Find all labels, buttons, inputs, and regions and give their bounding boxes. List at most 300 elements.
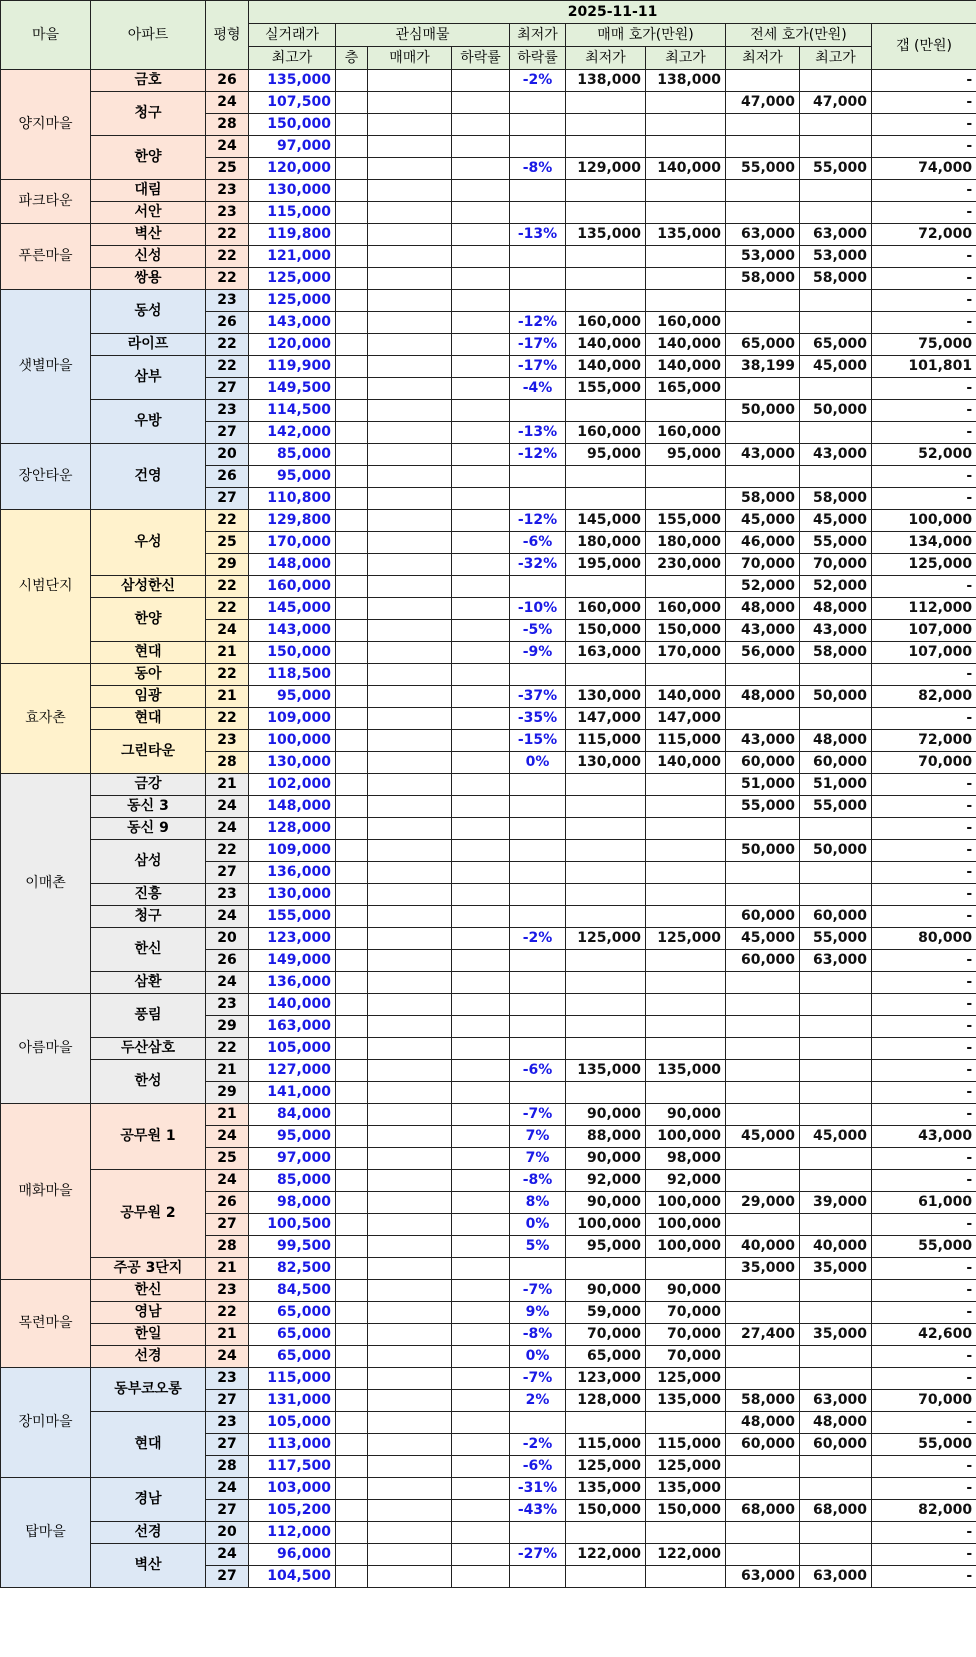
apartment-cell: 동신 9 [91,818,206,840]
interest-price-cell [368,1016,452,1038]
apartment-cell: 영남 [91,1302,206,1324]
low-drop-cell [510,1082,566,1104]
sale-min-cell: 92,000 [566,1170,646,1192]
gap-cell: - [872,136,976,158]
sale-min-cell [566,950,646,972]
sale-min-cell: 90,000 [566,1280,646,1302]
size-cell: 26 [206,70,249,92]
interest-drop-cell [452,224,510,246]
jeonse-max-cell: 52,000 [800,576,872,598]
table-row [1,1478,976,1500]
sale-max-cell [646,488,726,510]
size-cell: 24 [206,1544,249,1566]
jeonse-min-cell: 46,000 [726,532,800,554]
jeonse-max-cell: 60,000 [800,906,872,928]
low-drop-cell: 0% [510,752,566,774]
interest-drop-cell [452,1346,510,1368]
apartment-cell: 쌍용 [91,268,206,290]
table-row [1,1302,976,1324]
interest-price-cell [368,532,452,554]
sale-max-cell: 70,000 [646,1346,726,1368]
header-size: 평형 [206,1,249,70]
interest-floor-cell [336,334,368,356]
real-trade-high-cell: 99,500 [249,1236,336,1258]
jeonse-min-cell: 65,000 [726,334,800,356]
interest-price-cell [368,400,452,422]
jeonse-max-cell: 45,000 [800,510,872,532]
interest-price-cell [368,180,452,202]
low-drop-cell [510,994,566,1016]
real-trade-high-cell: 119,900 [249,356,336,378]
jeonse-min-cell: 68,000 [726,1500,800,1522]
sale-max-cell: 98,000 [646,1148,726,1170]
interest-floor-cell [336,422,368,444]
table-row [1,510,976,532]
low-drop-cell [510,576,566,598]
interest-floor-cell [336,114,368,136]
header-jeonse-max: 최고가 [800,47,872,70]
real-trade-high-cell: 107,500 [249,92,336,114]
size-cell: 24 [206,92,249,114]
low-drop-cell [510,884,566,906]
gap-cell: - [872,466,976,488]
sale-min-cell [566,1566,646,1588]
size-cell: 22 [206,246,249,268]
jeonse-max-cell: 48,000 [800,730,872,752]
table-row [1,202,976,224]
sale-max-cell [646,1016,726,1038]
jeonse-max-cell [800,1016,872,1038]
jeonse-min-cell: 60,000 [726,1434,800,1456]
size-cell: 28 [206,1456,249,1478]
gap-cell: 112,000 [872,598,976,620]
real-trade-high-cell: 114,500 [249,400,336,422]
sale-max-cell [646,136,726,158]
low-drop-cell [510,1258,566,1280]
sale-max-cell [646,92,726,114]
interest-drop-cell [452,1104,510,1126]
sale-max-cell: 92,000 [646,1170,726,1192]
village-cell: 장미마을 [1,1368,91,1478]
real-trade-high-cell: 130,000 [249,180,336,202]
jeonse-max-cell [800,312,872,334]
interest-floor-cell [336,356,368,378]
real-trade-high-cell: 128,000 [249,818,336,840]
sale-max-cell [646,1566,726,1588]
gap-cell: - [872,906,976,928]
interest-drop-cell [452,752,510,774]
sale-min-cell: 115,000 [566,730,646,752]
jeonse-max-cell: 35,000 [800,1324,872,1346]
sale-max-cell [646,466,726,488]
sale-max-cell: 150,000 [646,1500,726,1522]
real-trade-high-cell: 150,000 [249,642,336,664]
jeonse-max-cell: 50,000 [800,400,872,422]
gap-cell: 134,000 [872,532,976,554]
jeonse-min-cell [726,1522,800,1544]
sale-max-cell: 170,000 [646,642,726,664]
gap-cell: - [872,1038,976,1060]
sale-min-cell: 88,000 [566,1126,646,1148]
gap-cell: - [872,862,976,884]
interest-price-cell [368,686,452,708]
interest-floor-cell [336,576,368,598]
gap-cell: - [872,1082,976,1104]
gap-cell: 72,000 [872,730,976,752]
low-drop-cell [510,92,566,114]
real-trade-high-cell: 141,000 [249,1082,336,1104]
low-drop-cell: -35% [510,708,566,730]
interest-drop-cell [452,1566,510,1588]
sale-min-cell [566,1038,646,1060]
low-drop-cell [510,180,566,202]
interest-drop-cell [452,1060,510,1082]
interest-floor-cell [336,620,368,642]
interest-floor-cell [336,1500,368,1522]
table-row [1,994,976,1016]
real-trade-high-cell: 84,000 [249,1104,336,1126]
jeonse-max-cell [800,202,872,224]
village-cell: 매화마을 [1,1104,91,1280]
real-trade-high-cell: 105,000 [249,1412,336,1434]
interest-drop-cell [452,114,510,136]
table-row [1,576,976,598]
table-row [1,290,976,312]
interest-floor-cell [336,928,368,950]
size-cell: 22 [206,356,249,378]
sale-max-cell [646,1082,726,1104]
sale-max-cell: 230,000 [646,554,726,576]
sale-min-cell: 180,000 [566,532,646,554]
jeonse-min-cell [726,818,800,840]
interest-floor-cell [336,532,368,554]
interest-price-cell [368,1104,452,1126]
sale-min-cell [566,202,646,224]
sale-min-cell [566,1016,646,1038]
sale-min-cell [566,818,646,840]
low-drop-cell: -7% [510,1280,566,1302]
size-cell: 23 [206,180,249,202]
interest-floor-cell [336,224,368,246]
real-trade-high-cell: 110,800 [249,488,336,510]
low-drop-cell: -4% [510,378,566,400]
size-cell: 29 [206,554,249,576]
sale-min-cell: 129,000 [566,158,646,180]
apartment-cell: 현대 [91,642,206,664]
size-cell: 22 [206,268,249,290]
size-cell: 23 [206,1368,249,1390]
jeonse-max-cell: 40,000 [800,1236,872,1258]
table-row [1,1522,976,1544]
jeonse-min-cell [726,862,800,884]
sale-min-cell [566,840,646,862]
low-drop-cell: -31% [510,1478,566,1500]
sale-min-cell: 90,000 [566,1104,646,1126]
sale-max-cell [646,818,726,840]
real-trade-high-cell: 85,000 [249,1170,336,1192]
jeonse-max-cell [800,1082,872,1104]
header-low-drop-top: 최저가 [510,24,566,47]
interest-drop-cell [452,312,510,334]
sale-min-cell [566,92,646,114]
gap-cell: - [872,840,976,862]
interest-drop-cell [452,620,510,642]
interest-drop-cell [452,598,510,620]
interest-floor-cell [336,1434,368,1456]
sale-min-cell [566,906,646,928]
jeonse-max-cell [800,136,872,158]
gap-cell: 80,000 [872,928,976,950]
jeonse-min-cell [726,1456,800,1478]
low-drop-cell: -10% [510,598,566,620]
real-trade-high-cell: 85,000 [249,444,336,466]
sale-max-cell: 90,000 [646,1104,726,1126]
jeonse-min-cell: 55,000 [726,796,800,818]
gap-cell: - [872,378,976,400]
size-cell: 28 [206,1236,249,1258]
jeonse-min-cell: 63,000 [726,1566,800,1588]
interest-price-cell [368,1038,452,1060]
jeonse-min-cell: 29,000 [726,1192,800,1214]
low-drop-cell [510,774,566,796]
sale-min-cell: 90,000 [566,1148,646,1170]
sale-max-cell: 135,000 [646,1390,726,1412]
apartment-cell: 우방 [91,400,206,444]
table-row [1,730,976,752]
interest-floor-cell [336,1302,368,1324]
gap-cell: - [872,1346,976,1368]
jeonse-max-cell [800,994,872,1016]
real-trade-high-cell: 84,500 [249,1280,336,1302]
sale-max-cell: 100,000 [646,1192,726,1214]
interest-price-cell [368,1346,452,1368]
table-row [1,1258,976,1280]
sale-max-cell: 115,000 [646,1434,726,1456]
interest-price-cell [368,1060,452,1082]
jeonse-max-cell: 55,000 [800,532,872,554]
low-drop-cell: -7% [510,1368,566,1390]
jeonse-min-cell: 35,000 [726,1258,800,1280]
low-drop-cell [510,136,566,158]
sale-max-cell [646,1258,726,1280]
sale-min-cell: 135,000 [566,1478,646,1500]
sale-min-cell: 160,000 [566,312,646,334]
interest-price-cell [368,1170,452,1192]
jeonse-min-cell [726,994,800,1016]
low-drop-cell: -32% [510,554,566,576]
sale-min-cell [566,268,646,290]
interest-floor-cell [336,686,368,708]
low-drop-cell [510,1522,566,1544]
apartment-cell: 우성 [91,510,206,576]
interest-price-cell [368,994,452,1016]
interest-floor-cell [336,202,368,224]
village-cell: 파크타운 [1,180,91,224]
size-cell: 25 [206,158,249,180]
table-row [1,928,976,950]
jeonse-max-cell [800,1280,872,1302]
gap-cell: 125,000 [872,554,976,576]
low-drop-cell [510,466,566,488]
real-trade-high-cell: 140,000 [249,994,336,1016]
sale-max-cell [646,1412,726,1434]
gap-cell: - [872,1544,976,1566]
gap-cell: 107,000 [872,620,976,642]
interest-drop-cell [452,378,510,400]
gap-cell: 70,000 [872,752,976,774]
apartment-cell: 공무원 2 [91,1170,206,1258]
interest-floor-cell [336,180,368,202]
interest-drop-cell [452,642,510,664]
header-jeonse-min: 최저가 [726,47,800,70]
size-cell: 22 [206,664,249,686]
real-trade-high-cell: 160,000 [249,576,336,598]
size-cell: 27 [206,1500,249,1522]
size-cell: 24 [206,1170,249,1192]
table-row [1,1412,976,1434]
jeonse-max-cell [800,180,872,202]
sale-min-cell: 135,000 [566,1060,646,1082]
real-trade-high-cell: 145,000 [249,598,336,620]
interest-drop-cell [452,796,510,818]
size-cell: 27 [206,422,249,444]
sale-max-cell: 135,000 [646,1060,726,1082]
interest-floor-cell [336,466,368,488]
interest-drop-cell [452,686,510,708]
interest-drop-cell [452,1434,510,1456]
interest-price-cell [368,1082,452,1104]
jeonse-min-cell [726,1148,800,1170]
village-cell: 시범단지 [1,510,91,664]
interest-price-cell [368,1126,452,1148]
sale-max-cell [646,400,726,422]
interest-price-cell [368,422,452,444]
jeonse-max-cell: 50,000 [800,686,872,708]
jeonse-min-cell [726,1302,800,1324]
sale-min-cell: 150,000 [566,620,646,642]
jeonse-max-cell: 58,000 [800,488,872,510]
sale-max-cell [646,1038,726,1060]
size-cell: 23 [206,730,249,752]
jeonse-min-cell: 43,000 [726,620,800,642]
jeonse-max-cell: 55,000 [800,158,872,180]
interest-floor-cell [336,796,368,818]
sale-min-cell [566,400,646,422]
interest-floor-cell [336,246,368,268]
real-trade-high-cell: 118,500 [249,664,336,686]
interest-price-cell [368,950,452,972]
apartment-cell: 라이프 [91,334,206,356]
real-trade-high-cell: 104,500 [249,1566,336,1588]
gap-cell: - [872,114,976,136]
sale-min-cell: 90,000 [566,1192,646,1214]
interest-price-cell [368,1434,452,1456]
real-trade-high-cell: 148,000 [249,796,336,818]
interest-price-cell [368,1368,452,1390]
jeonse-min-cell [726,1060,800,1082]
gap-cell: - [872,1060,976,1082]
village-cell: 목련마을 [1,1280,91,1368]
low-drop-cell [510,202,566,224]
sale-max-cell: 180,000 [646,532,726,554]
size-cell: 20 [206,444,249,466]
gap-cell: - [872,994,976,1016]
interest-price-cell [368,1500,452,1522]
sale-min-cell [566,1082,646,1104]
low-drop-cell [510,840,566,862]
real-trade-high-cell: 149,000 [249,950,336,972]
sale-max-cell [646,840,726,862]
jeonse-max-cell [800,884,872,906]
apartment-cell: 한성 [91,1060,206,1104]
sale-min-cell [566,884,646,906]
real-trade-high-cell: 103,000 [249,1478,336,1500]
jeonse-min-cell [726,422,800,444]
low-drop-cell: 2% [510,1390,566,1412]
jeonse-max-cell: 47,000 [800,92,872,114]
size-cell: 24 [206,136,249,158]
gap-cell: - [872,1104,976,1126]
real-trade-high-cell: 155,000 [249,906,336,928]
interest-drop-cell [452,532,510,554]
interest-drop-cell [452,444,510,466]
table-row [1,1280,976,1302]
gap-cell: - [872,1214,976,1236]
jeonse-min-cell [726,1544,800,1566]
interest-price-cell [368,114,452,136]
interest-price-cell [368,444,452,466]
sale-max-cell: 140,000 [646,356,726,378]
interest-drop-cell [452,246,510,268]
apartment-cell: 한일 [91,1324,206,1346]
interest-floor-cell [336,818,368,840]
table-row [1,1170,976,1192]
interest-price-cell [368,928,452,950]
size-cell: 27 [206,378,249,400]
interest-drop-cell [452,1522,510,1544]
gap-cell: 70,000 [872,1390,976,1412]
real-trade-high-cell: 95,000 [249,686,336,708]
interest-drop-cell [452,1456,510,1478]
size-cell: 26 [206,312,249,334]
gap-cell: - [872,1522,976,1544]
low-drop-cell [510,796,566,818]
real-trade-high-cell: 127,000 [249,1060,336,1082]
apartment-cell: 신성 [91,246,206,268]
interest-floor-cell [336,972,368,994]
real-trade-high-cell: 119,800 [249,224,336,246]
interest-price-cell [368,752,452,774]
table-row [1,246,976,268]
interest-drop-cell [452,928,510,950]
size-cell: 24 [206,796,249,818]
interest-price-cell [368,972,452,994]
real-trade-high-cell: 65,000 [249,1346,336,1368]
gap-cell: 107,000 [872,642,976,664]
sale-max-cell: 147,000 [646,708,726,730]
jeonse-min-cell: 52,000 [726,576,800,598]
interest-floor-cell [336,994,368,1016]
low-drop-cell: -12% [510,510,566,532]
interest-price-cell [368,554,452,576]
interest-drop-cell [452,1500,510,1522]
table-row [1,840,976,862]
jeonse-min-cell: 47,000 [726,92,800,114]
sale-min-cell [566,136,646,158]
interest-floor-cell [336,1324,368,1346]
jeonse-max-cell: 68,000 [800,1500,872,1522]
gap-cell: - [872,774,976,796]
